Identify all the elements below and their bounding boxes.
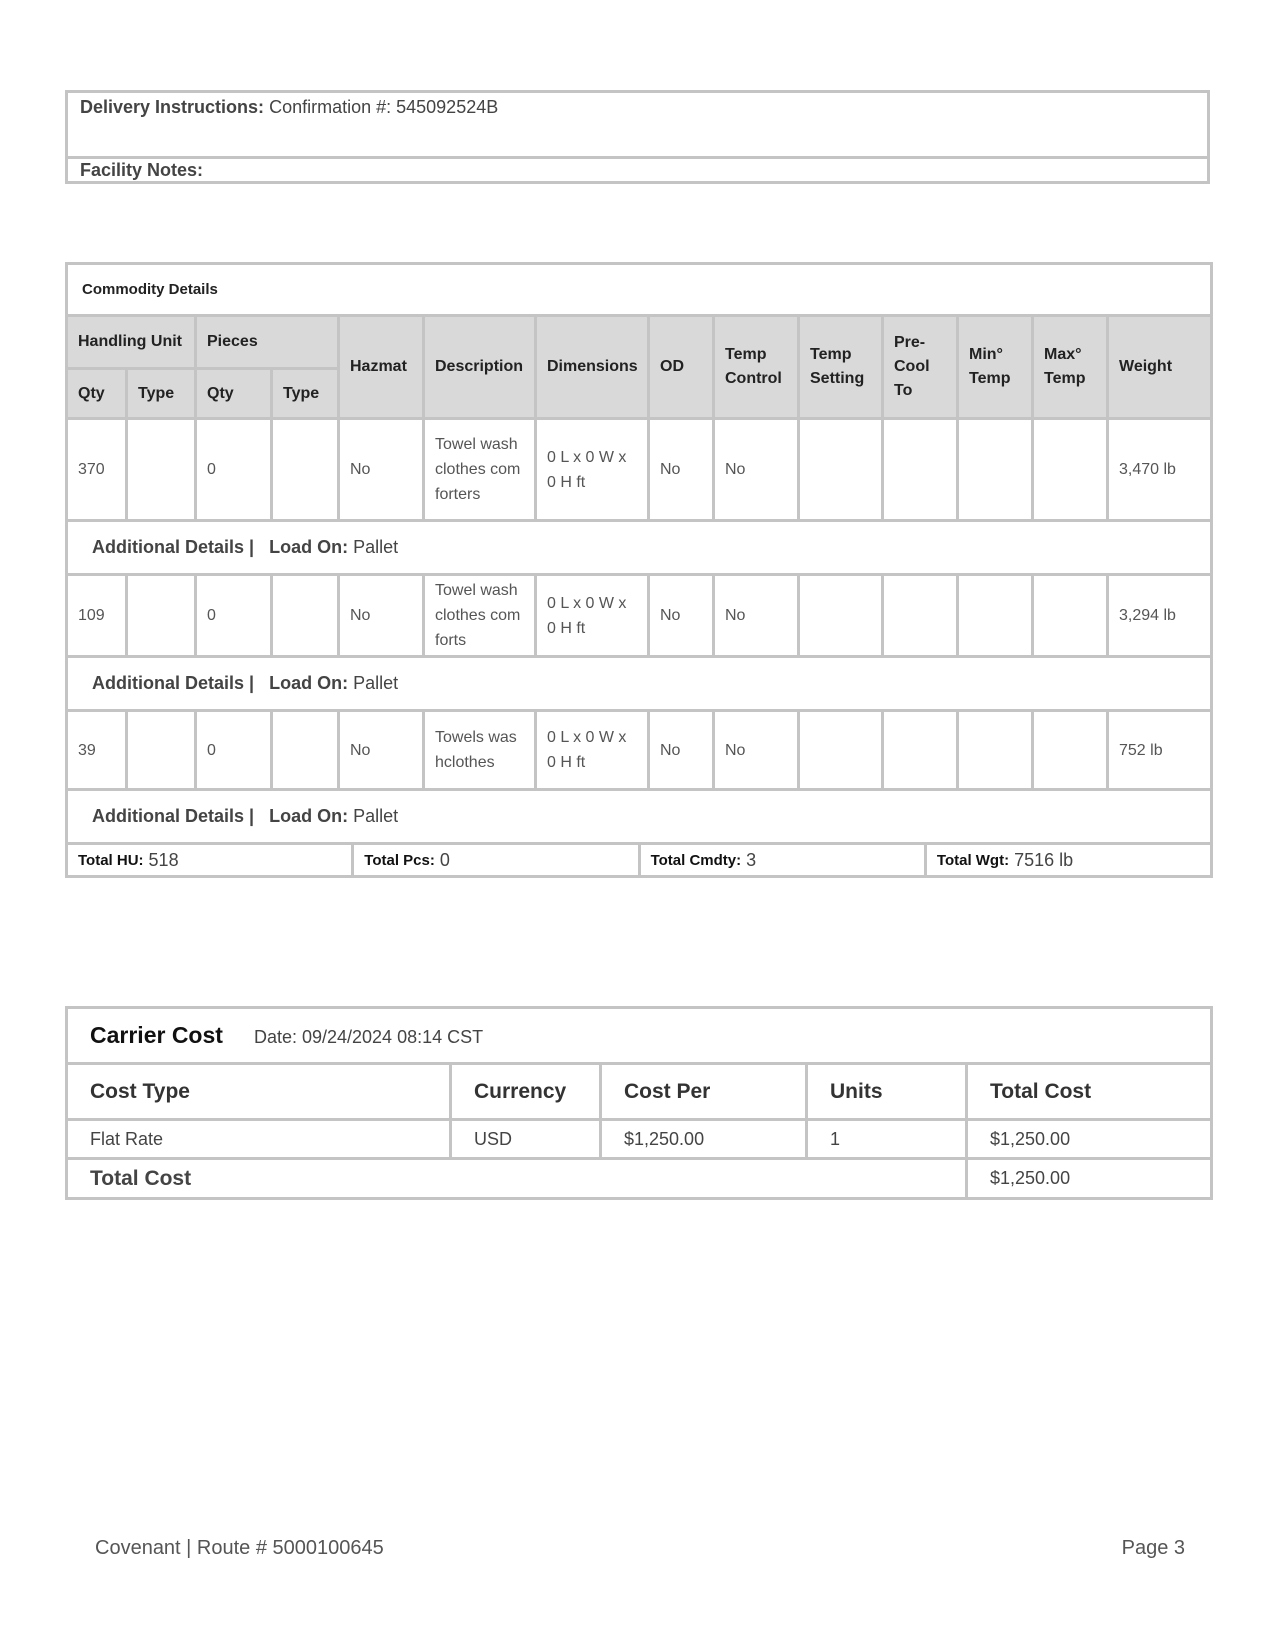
hu-type-cell [127,575,196,657]
commodity-details-title: Commodity Details [67,264,1212,316]
total-cost-cell: $1,250.00 [967,1120,1212,1159]
hu-qty-cell: 39 [67,711,127,790]
max-temp-cell [1033,419,1108,521]
cost-per-cell: $1,250.00 [601,1120,807,1159]
carrier-cost-title-row [67,1008,1212,1064]
additional-details-label: Additional Details | [92,673,255,693]
cost-per-header: Cost Per [601,1064,807,1120]
pieces-type-cell [272,419,339,521]
pre-cool-cell [883,419,958,521]
commodity-details-table [65,262,1213,878]
hu-type-header: Type [127,369,196,419]
od-cell: No [649,419,714,521]
temp-setting-cell [799,711,883,790]
table-row [67,711,1212,790]
total-hu-label: Total HU: [78,851,144,869]
carrier-total-value: $1,250.00 [967,1159,1212,1199]
hazmat-cell: No [339,419,424,521]
carrier-cost-header-row [67,1064,1212,1120]
min-temp-cell [958,575,1033,657]
min-temp-header: Min° Temp [958,316,1033,419]
pre-cool-cell [883,575,958,657]
pieces-header: Pieces [196,316,339,369]
pre-cool-to-header: Pre-Cool To [883,316,958,419]
carrier-cost-date: Date: 09/24/2024 08:14 CST [253,1027,484,1047]
load-on-label: Load On: [269,806,349,826]
total-pcs-value: 0 [439,849,450,870]
total-hu-value: 518 [148,849,179,870]
load-on-label: Load On: [269,537,349,557]
hu-type-cell [127,419,196,521]
delivery-instructions-value: Confirmation #: 545092524B [269,97,499,117]
weight-header: Weight [1108,316,1212,419]
od-cell: No [649,711,714,790]
footer-route: Covenant | Route # 5000100645 [95,1537,384,1559]
pieces-type-cell [272,575,339,657]
additional-details-row [67,657,1212,711]
total-hu [68,845,354,875]
description-cell: Towel washclothes comforts [424,575,536,657]
weight-cell: 3,470 lb [1108,419,1212,521]
total-cmdty-value: 3 [746,849,757,870]
description-cell: Towel washclothes comforters [424,419,536,521]
dimensions-cell: 0 L x 0 W x 0 H ft [536,711,649,790]
description-header: Description [424,316,536,419]
currency-cell: USD [451,1120,601,1159]
pieces-type-header: Type [272,369,339,419]
additional-details-label: Additional Details | [92,806,255,826]
cost-type-cell: Flat Rate [67,1120,451,1159]
delivery-instructions-box [65,90,1210,184]
max-temp-header: Max° Temp [1033,316,1108,419]
weight-cell: 752 lb [1108,711,1212,790]
weight-cell: 3,294 lb [1108,575,1212,657]
temp-setting-cell [799,575,883,657]
units-cell: 1 [807,1120,967,1159]
total-pcs-label: Total Pcs: [364,851,435,869]
pieces-qty-cell: 0 [196,711,272,790]
total-cmdty-label: Total Cmdty: [650,851,742,869]
temp-setting-header: Temp Setting [799,316,883,419]
total-pcs [354,845,640,875]
totals-row [67,844,1212,877]
total-cmdty [641,845,927,875]
od-cell: No [649,575,714,657]
dimensions-cell: 0 L x 0 W x 0 H ft [536,419,649,521]
delivery-instructions-row [68,93,1207,159]
carrier-cost-title: Carrier Cost [90,1022,223,1048]
additional-details-row [67,790,1212,844]
load-on-label: Load On: [269,673,349,693]
hu-type-cell [127,711,196,790]
temp-setting-cell [799,419,883,521]
max-temp-cell [1033,575,1108,657]
facility-notes-label: Facility Notes: [80,160,204,180]
max-temp-cell [1033,711,1108,790]
hu-qty-cell: 370 [67,419,127,521]
pieces-qty-cell: 0 [196,575,272,657]
dimensions-header: Dimensions [536,316,649,419]
table-row [67,419,1212,521]
dimensions-cell: 0 L x 0 W x 0 H ft [536,575,649,657]
footer-page-number: Page 3 [1121,1537,1185,1559]
handling-unit-header: Handling Unit [67,316,196,369]
additional-details-row [67,521,1212,575]
hazmat-cell: No [339,711,424,790]
hu-qty-cell: 109 [67,575,127,657]
hazmat-cell: No [339,575,424,657]
currency-header: Currency [451,1064,601,1120]
pieces-type-cell [272,711,339,790]
hazmat-header: Hazmat [339,316,424,419]
total-wgt-label: Total Wgt: [936,851,1010,869]
temp-control-cell: No [714,419,799,521]
facility-notes-row [68,159,1207,181]
carrier-total-label: Total Cost [67,1159,967,1199]
table-row [67,575,1212,657]
min-temp-cell [958,419,1033,521]
total-wgt-value: 7516 lb [1014,849,1074,870]
temp-control-cell: No [714,711,799,790]
pre-cool-cell [883,711,958,790]
load-on-value: Pallet [353,806,399,826]
cost-type-header: Cost Type [67,1064,451,1120]
pieces-qty-header: Qty [196,369,272,419]
total-cost-header: Total Cost [967,1064,1212,1120]
carrier-total-row [67,1159,1212,1199]
od-header: OD [649,316,714,419]
units-header: Units [807,1064,967,1120]
description-cell: Towels washclothes [424,711,536,790]
total-wgt [927,845,1210,875]
carrier-cost-table [65,1006,1213,1200]
table-row [67,1120,1212,1159]
temp-control-header: Temp Control [714,316,799,419]
hu-qty-header: Qty [67,369,127,419]
load-on-value: Pallet [353,537,399,557]
pieces-qty-cell: 0 [196,419,272,521]
min-temp-cell [958,711,1033,790]
load-on-value: Pallet [353,673,399,693]
temp-control-cell: No [714,575,799,657]
delivery-instructions-label: Delivery Instructions: [80,97,265,117]
additional-details-label: Additional Details | [92,537,255,557]
